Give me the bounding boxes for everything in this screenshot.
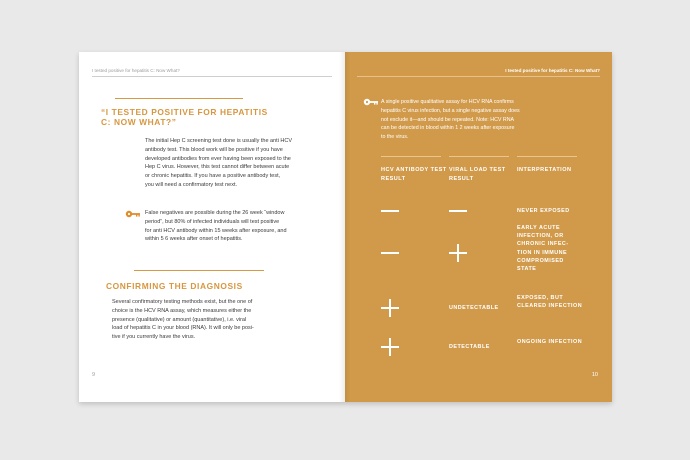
intro-line: or chronic hepatitis. If you have a positive antibody test, [145,173,281,180]
left-running-rule [92,76,332,77]
left-page-number: 9 [92,372,96,378]
right-running-rule [357,76,600,77]
note-line: False negatives are possible during the 26 week “window [145,210,285,216]
right-intro-line: not exclude it—and should be repeated. Note: HCV RNA [381,116,515,123]
right-intro-line: hepatitis C virus infection, but a single negative assay does [381,107,520,114]
viral-load-undetectable: UNDETECTABLE [449,305,499,311]
right-page-number: 10 [591,372,598,378]
section-top-rule [134,270,264,271]
header-antibody: HCV ANTIBODY TEST RESULT [381,167,447,182]
intro-line: The initial Hep C screening test done is usually the anti HCV [145,138,293,144]
right-intro-line: to the virus. [381,134,409,141]
note-line: period”, but 80% of infected individuals will test positive [145,218,280,225]
header-viral-load: VIRAL LOAD TEST RESULT [449,167,506,182]
note-line: within 5 6 weeks after onset of hepatitis. [145,236,243,243]
minus-icon [449,210,467,212]
interpretation-cleared: EXPOSED, BUT CLEARED INFECTION [517,295,583,310]
plus-icon [449,244,467,262]
book-spread [79,52,612,402]
interpretation-ongoing: ONGOING INFECTION [517,339,583,345]
plus-icon [381,338,399,356]
header-rule-interpretation [517,156,577,157]
left-page [79,52,345,402]
section-line: presence (qualitative) or amount (quantitative), i.e. viral [112,316,247,323]
header-rule-viral-load [449,156,509,157]
plus-icon [381,299,399,317]
section-paragraph [112,298,317,342]
note-line: for anti HCV antibody within 15 weeks after exposure, and [145,227,287,234]
minus-icon [381,210,399,212]
page-gutter [339,52,351,402]
section-line: load of hepatitis C in your blood (RNA). It will only be posi- [112,325,254,332]
page-heading: “I TESTED POSITIVE FOR HEPATITIS C: NOW WHAT?” [101,107,268,127]
header-interpretation: INTERPRETATION [517,167,572,173]
right-intro-line: can be detected in blood within 1 2 weeks after exposure [381,125,515,132]
intro-line: you will need a confirmatory test next. [145,181,238,188]
key-icon [125,210,141,218]
minus-icon [381,252,399,254]
section-line: Several confirmatory testing methods exist, but the one of [112,299,253,305]
intro-line: developed antibodies from ever having been exposed to the [145,155,291,162]
section-line: tive if you currently have the virus. [112,334,196,341]
right-intro-paragraph [381,98,586,142]
right-intro-line: A single positive qualitative assay for HCV RNA confirms [381,99,514,105]
key-icon [363,98,379,106]
intro-paragraph [145,137,320,190]
left-running-head: I tested positive for hepatitis C: Now What? [92,68,180,73]
right-page [345,52,612,402]
intro-line: Hep C virus. However, this test cannot differ between acute [145,164,290,171]
interpretation-early-acute: EARLY ACUTE INFECTION, OR CHRONIC INFEC- TION IN IMMUNE COMPROMISED STATE [517,225,569,273]
section-heading: CONFIRMING THE DIAGNOSIS [106,281,243,291]
interpretation-never-exposed: NEVER EXPOSED [517,208,570,214]
viral-load-detectable: DETECTABLE [449,344,490,350]
note-paragraph [145,209,320,244]
header-rule-antibody [381,156,441,157]
heading-top-rule [115,98,243,99]
section-line: choice is the HCV RNA assay, which measures either the [112,307,252,314]
intro-line: antibody test. This blood work will be positive if you have [145,146,283,153]
right-running-head: I tested positive for hepatitis C: Now What? [505,68,600,73]
